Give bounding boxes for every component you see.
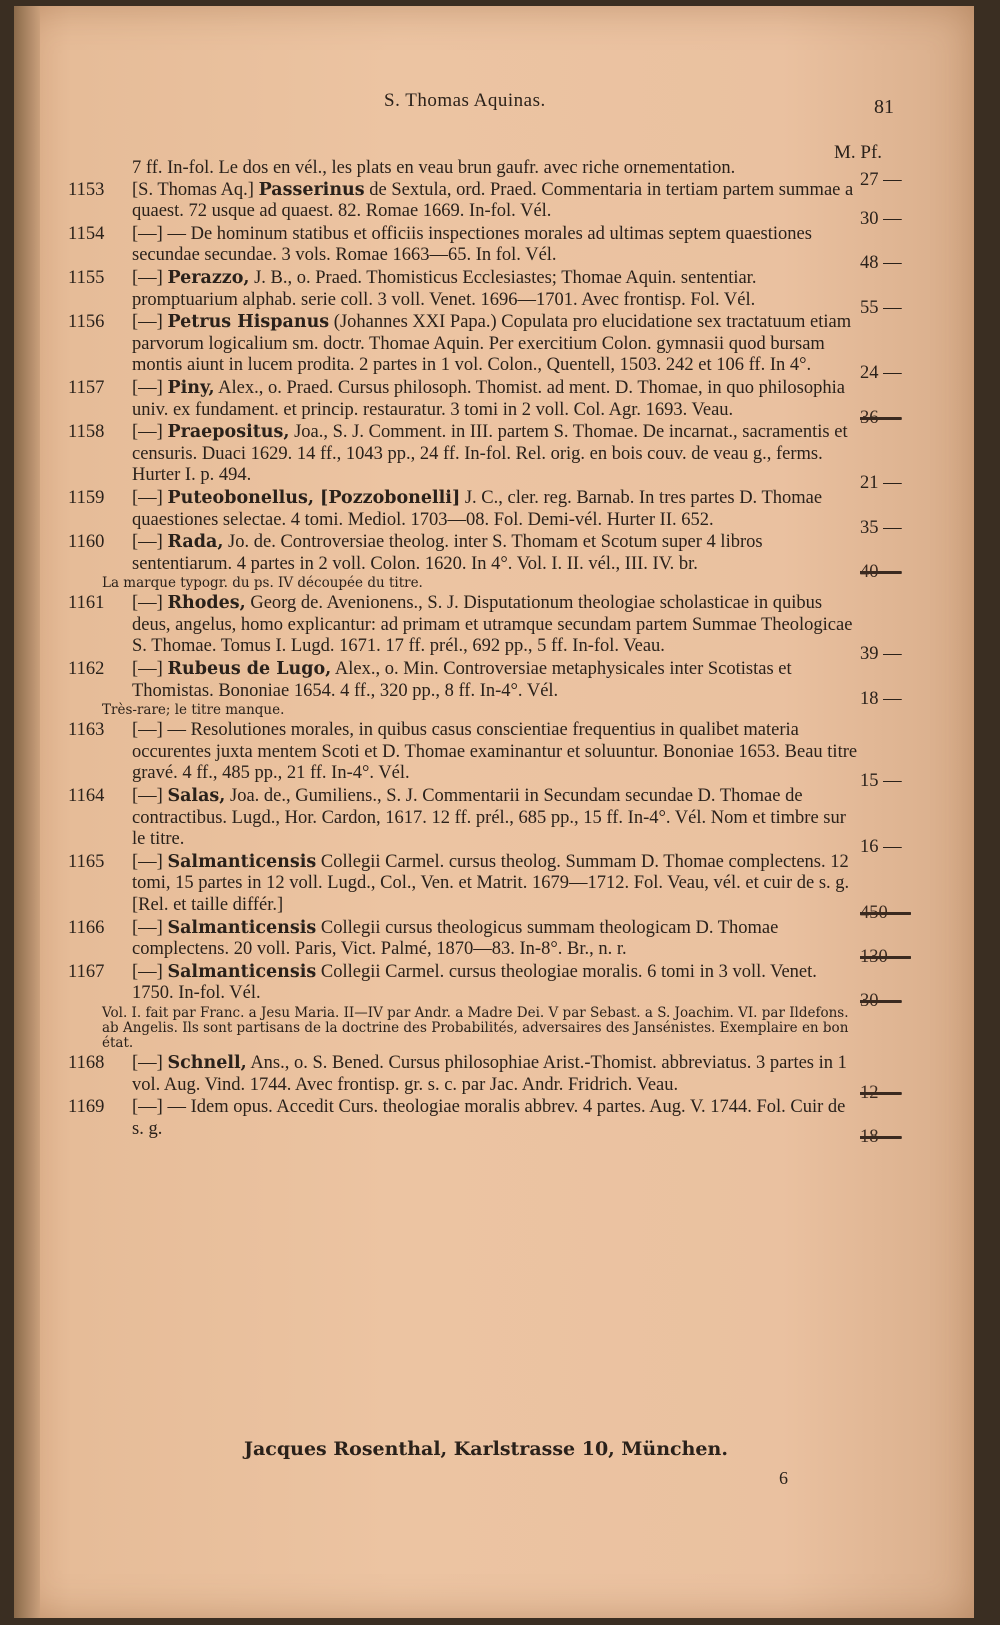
- continuation-body: 7 ff. In-fol. Le dos en vél., les plats en veau brun gaufr. avec riche ornementation.: [132, 158, 736, 178]
- entry-author: Rubeus de Lugo,: [167, 659, 332, 680]
- entry-prefix: [—]: [132, 851, 168, 872]
- entry-author: Passerinus: [258, 179, 365, 200]
- price: 24 —: [860, 363, 902, 384]
- price: 15 —: [860, 771, 902, 792]
- price-column-header: M. Pf.: [834, 142, 883, 163]
- publisher-footer: Jacques Rosenthal, Karlstrasse 10, München.: [244, 1438, 728, 1460]
- entry-text: Alex., o. Praed. Cursus philosoph. Thomist. ad ment. D. Thomae, in quo philosophia univ. ex fundament. et princip. restauratur. 3 tomi in 2 voll. Col. Agr. 1693. Veau.: [132, 377, 845, 420]
- entry-author: Rhodes,: [167, 593, 246, 614]
- entry-number: 1166: [68, 917, 105, 938]
- catalog-entry: [68, 312, 968, 384]
- entry-number: 1156: [68, 312, 105, 333]
- price: 40 —: [860, 561, 902, 582]
- entry-prefix: [—]: [132, 422, 168, 443]
- entry-number: 1163: [68, 720, 105, 741]
- entry-text: Ans., o. S. Bened. Cursus philosophiae Arist.-Thomist. abbreviatus. 3 partes in 1 vol. Aug. Vind. 1744. Avec frontisp. gr. s. c. par Jac. Andr. Fridrich. Veau.: [132, 1052, 847, 1095]
- entry-prefix: [—]: [132, 1097, 168, 1118]
- price: 30 —: [860, 209, 902, 230]
- catalog-entry: [68, 223, 968, 274]
- entry-note: Très-rare; le titre manque.: [102, 702, 285, 719]
- entry-number: 1165: [68, 851, 105, 872]
- entry-text: Alex., o. Min. Controversiae metaphysicales inter Scotistas et Thomistas. Bononiae 1654. 4 ff., 320 pp., 8 ff. In-4°. Vél.: [132, 659, 792, 701]
- running-title: S. Thomas Aquinas.: [384, 90, 546, 111]
- page-header: [14, 90, 974, 120]
- catalog-entry: [68, 422, 968, 494]
- entry-text: J. B., o. Praed. Thomisticus Ecclesiastes; Thomae Aquin. sententiar. promptuarium alphab. serie coll. 3 voll. Venet. 1696—1701. Avec frontisp. Fol. Vél.: [132, 267, 757, 310]
- catalog-entry: [68, 720, 968, 792]
- entry-text: Collegii Carmel. cursus theologiae moralis. 6 tomi in 3 voll. Venet. 1750. In-fol. Vél.: [132, 961, 817, 1004]
- catalog-entry: [68, 487, 968, 538]
- entry-prefix: [—]: [132, 961, 168, 982]
- entry-text: Joa. de., Gumiliens., S. J. Commentarii in Secundam secundae D. Thomae de contractibus. Lugd., Hor. Cardon, 1617. 12 ff. prél., 685 pp., 15 ff. In-4°. Vél. Nom et timbre sur le titre.: [132, 786, 846, 850]
- entry-prefix: [—]: [132, 786, 168, 807]
- catalog-entry: [68, 1052, 968, 1103]
- entry-text: Joa., S. J. Comment. in III. partem S. Thomae. De incarnat., sacramentis et censuris. Duaci 1629. 14 ff., 1043 pp., 24 ff. In-fol. Rel. orig. en bois couv. de veau g., ferms. Hurter I. p. 494.: [132, 422, 848, 486]
- entry-number: 1161: [68, 593, 105, 614]
- entry-text: J. C., cler. reg. Barnab. In tres partes D. Thomae quaestiones selectae. 4 tomi. Mediol. 1703—08. Fol. Demi-vél. Hurter II. 652.: [132, 487, 823, 530]
- entry-author: Salmanticensis: [167, 961, 317, 982]
- catalog-entry: [68, 593, 968, 665]
- entry-number: 1168: [68, 1052, 105, 1073]
- entry-prefix: [—]: [132, 593, 168, 614]
- entry-number: 1167: [68, 961, 105, 982]
- price: 450 —: [860, 903, 911, 923]
- entry-prefix: [—]: [132, 1052, 168, 1073]
- price: 12 —: [860, 1082, 902, 1103]
- entry-number: 1158: [68, 422, 105, 443]
- price: 27 —: [860, 170, 902, 190]
- entry-text: Georg de. Avenionens., S. J. Disputationum theologiae scholasticae in quibus deus, angelus, homo explicantur: ad primam et utramque secundam partem Summae Theologicae S. Thomae. Tomus I. Lugd. 1671. 17 ff. prél., 692 pp., 5 ff. In-fol. Veau.: [132, 593, 853, 657]
- entry-author: Petrus Hispanus: [167, 312, 330, 333]
- catalog-page: [14, 6, 974, 1618]
- entry-note: La marque typogr. du ps. IV découpée du titre.: [102, 575, 423, 592]
- price: 55 —: [860, 297, 902, 318]
- entry-number: 1155: [68, 267, 105, 288]
- entry-author: Salmanticensis: [167, 851, 317, 872]
- catalog-entry: [68, 377, 968, 428]
- catalog-entry: [68, 532, 968, 582]
- entry-number: 1164: [68, 786, 105, 807]
- entry-prefix: [—]: [132, 312, 168, 333]
- price: 36 —: [860, 407, 902, 428]
- price: 21 —: [860, 473, 902, 494]
- entry-text: Collegii Carmel. cursus theolog. Summam D. Thomae complectens. 12 tomi, 15 partes in 12 voll. Lugd., Col., Ven. et Matrit. 1679—1712. Fol. Veau, vél. et cuir de s. g. [Rel. et taille différ.]: [132, 851, 850, 915]
- price: 130 —: [860, 947, 911, 968]
- entry-prefix: [—]: [132, 267, 168, 288]
- price: 18 —: [860, 1126, 902, 1147]
- entry-author: Praepositus,: [167, 422, 290, 443]
- entry-text: — De hominum statibus et officiis inspectiones morales ad ultimas septem quaestiones secundae secundae. 3 vols. Romae 1663—65. In fol. Vél.: [132, 223, 812, 266]
- entry-text: (Johannes XXI Papa.) Copulata pro elucidatione sex tractatuum etiam parvorum logicalium sm. doctr. Thomae Aquin. Per exercitium Colon. gymnasii quod bursam montis aiunt in lucem prodita. 2 partes in 1 vol. Colon., Quentell, 1503. 242 et 106 ff. In 4°.: [132, 312, 852, 376]
- book-spine: [14, 6, 40, 1618]
- entry-text: Jo. de. Controversiae theolog. inter S. Thomam et Scotum super 4 libros sententiarum. 4 partes in 2 voll. Colon. 1620. In 4°. Vol. I. II. vél., III. IV. br.: [132, 532, 763, 574]
- entry-text: — Idem opus. Accedit Curs. theologiae moralis abbrev. 4 partes. Aug. V. 1744. Fol. Cuir de s. g.: [132, 1097, 846, 1139]
- price: 16 —: [860, 837, 902, 858]
- catalog-entry: [68, 961, 968, 1012]
- signature-mark: 6: [779, 1468, 788, 1488]
- price: 30 —: [860, 991, 902, 1012]
- catalog-entry: [68, 851, 968, 923]
- page-number: 81: [874, 96, 894, 118]
- entry-author: Perazzo,: [167, 267, 250, 288]
- entry-author: Salmanticensis: [167, 917, 317, 938]
- entry-author: Salas,: [167, 786, 226, 807]
- entry-prefix: [—]: [132, 377, 168, 398]
- entry-text: — Resolutiones morales, in quibus casus conscientiae frequentius in qualibet materia occurentes juxta mentem Scoti et D. Thomae examinantur et soluuntur. Bononiae 1653. Beau titre gravé. 4 ff., 485 pp., 21 ff. In-4°. Vél.: [132, 720, 858, 784]
- price: 35 —: [860, 517, 902, 538]
- entry-prefix: [—]: [132, 659, 168, 680]
- catalog-entry: [68, 917, 968, 968]
- entry-number: 1154: [68, 223, 105, 244]
- entry-prefix: [—]: [132, 532, 168, 553]
- entry-number: 1162: [68, 659, 105, 680]
- entry-number: 1159: [68, 487, 105, 508]
- entry-text: Collegii cursus theologicus summam theologicam D. Thomae complectens. 20 voll. Paris, Vict. Palmé, 1870—83. In-8°. Br., n. r.: [132, 917, 779, 960]
- entry-prefix: [—]: [132, 917, 168, 938]
- price: 48 —: [860, 253, 902, 274]
- entry-prefix: [—]: [132, 720, 168, 741]
- entry-prefix: [—]: [132, 487, 168, 508]
- catalog-entry: [68, 659, 968, 709]
- entry-prefix: [S. Thomas Aq.]: [132, 179, 259, 200]
- entry-author: Puteobonellus, [Pozzobonelli]: [167, 487, 461, 508]
- entry-text: de Sextula, ord. Praed. Commentaria in tertiam partem summae a quaest. 72 usque ad quaest. 82. Romae 1669. In-fol. Vél.: [132, 179, 854, 222]
- entry-prefix: [—]: [132, 223, 168, 244]
- catalog-entry: [68, 1097, 968, 1147]
- entry-number: 1169: [68, 1097, 105, 1118]
- entry-author: Schnell,: [167, 1052, 247, 1073]
- catalog-entry: [68, 267, 968, 318]
- entry-author: Rada,: [167, 532, 224, 553]
- entry-author: Piny,: [167, 377, 215, 398]
- entry-note: Vol. I. fait par Franc. a Jesu Maria. II—IV par Andr. a Madre Dei. V par Sebast. a S. Joachim. VI. par Ildefons. ab Angelis. Ils sont partisans de la doctrine des Probabilités, adversaires des Jansénistes. Exemplaire en bon état.: [102, 1004, 849, 1051]
- entry-number: 1157: [68, 377, 105, 398]
- catalog-entries: [68, 158, 968, 1147]
- price: 18 —: [860, 688, 902, 709]
- entry-number: 1153: [68, 179, 105, 200]
- price: 39 —: [860, 644, 902, 665]
- catalog-entry: [68, 786, 968, 858]
- catalog-entry: [68, 179, 968, 230]
- entry-number: 1160: [68, 532, 105, 553]
